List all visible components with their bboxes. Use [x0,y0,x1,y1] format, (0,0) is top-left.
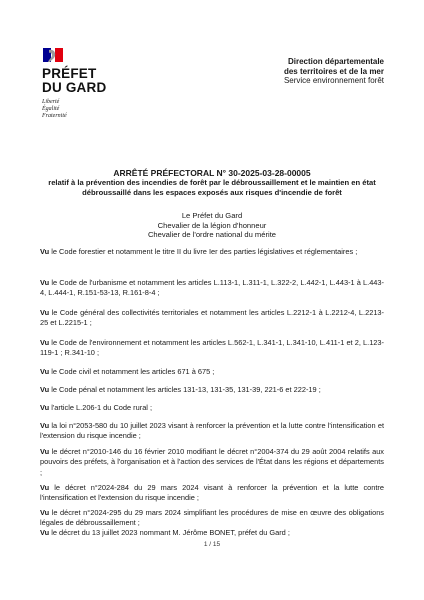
devise-liberte: Liberté [42,99,60,105]
vu-paragraph: Vu le Code général des collectivités territoriales et notamment les articles L.2212-1 à L.2212-4, L.2213-25 et L.2215-1 ; [40,308,384,328]
vu-paragraph: Vu le Code forestier et notamment le titre II du livre Ier des parties législatives et réglementaires ; [40,247,358,256]
vu-paragraph: Vu le décret du 13 juillet 2023 nommant M. Jérôme BONET, préfet du Gard ; [40,528,290,537]
vu-label: Vu [40,483,50,492]
vu-paragraph: Vu le Code de l'environnement et notamment les articles L.562-1, L.341-1, L.341-10, L.411-1 et 2, L.123-119-1 ; R.341-10 ; [40,338,384,358]
decree-title [40,168,384,197]
logo-du-gard: DU GARD [42,80,107,95]
vu-label: Vu [40,528,50,537]
decree-subject-line-2: débroussaillé dans les espaces exposés aux risques d'incendie de forêt [82,187,342,197]
vu-paragraph: Vu le décret n°2024-295 du 29 mars 2024 simplifiant les procédures de mise en œuvre des obligations légales de débroussaillement ; [40,508,384,528]
vu-label: Vu [40,447,50,456]
page-number: 1 / 15 [203,541,221,548]
vu-label: Vu [40,403,50,412]
vu-label: Vu [40,308,50,317]
vu-label: Vu [40,338,50,347]
vu-label: Vu [40,385,50,394]
direction-line-2: des territoires et de la mer [283,66,384,76]
direction-line-3: Service environnement forêt [283,76,384,85]
devise [42,99,67,120]
signatory-honour-1: Chevalier de la légion d'honneur [157,220,267,230]
direction-line-1: Direction départementale [287,57,384,66]
devise-egalite: Égalité [42,106,60,112]
vu-paragraph: Vu la loi n°2053-580 du 10 juillet 2023 visant à renforcer la prévention et la lutte contre l'intensification et l'extension du risque incendie ; [40,421,384,441]
decree-number: ARRÊTÉ PRÉFECTORAL N° 30-2025-03-28-00005 [113,168,311,178]
vu-label: Vu [40,421,50,430]
vu-paragraph: Vu le Code civil et notamment les articles 671 à 675 ; [40,367,215,376]
signatory-block [40,211,384,240]
vu-paragraph: Vu l'article L.206-1 du Code rural ; [40,403,153,412]
devise-fraternite: Fraternité [42,113,67,119]
vu-label: Vu [40,247,50,256]
vu-paragraph: Vu le décret n°2010-146 du 16 février 2010 modifiant le décret n°2004-374 du 29 août 2004 relatifs aux pouvoirs des préfets, à l'organisation et à l'action des services de l'État dans les régions et départements ; [40,447,384,477]
signatory-honour-2: Chevalier de l'ordre national du mérite [147,230,277,240]
marianne-logo-icon [42,46,64,64]
signatory-title: Le Préfet du Gard [181,211,243,220]
vu-paragraph: Vu le décret n°2024-284 du 29 mars 2024 visant à renforcer la prévention et la lutte contre l'intensification et l'extension du risque incendie ; [40,483,384,503]
vu-label: Vu [40,508,50,517]
vu-paragraph: Vu le Code de l'urbanisme et notamment les articles L.113-1, L.311-1, L.322-2, L.442-1, L.443-1 à L.443-4, L.444-1, R.151-53-13, R.161-8-4 ; [40,278,384,298]
vu-label: Vu [40,278,50,287]
decree-subject-line-1: relatif à la prévention des incendies de forêt par le débroussaillement et le maintien en état [48,178,376,187]
logo-prefet: PRÉFET [42,66,97,81]
vu-paragraph: Vu le Code pénal et notamment les articles 131-13, 131-35, 131-39, 221-6 et 222-19 ; [40,385,321,394]
vu-label: Vu [40,367,50,376]
issuing-service [204,57,384,86]
